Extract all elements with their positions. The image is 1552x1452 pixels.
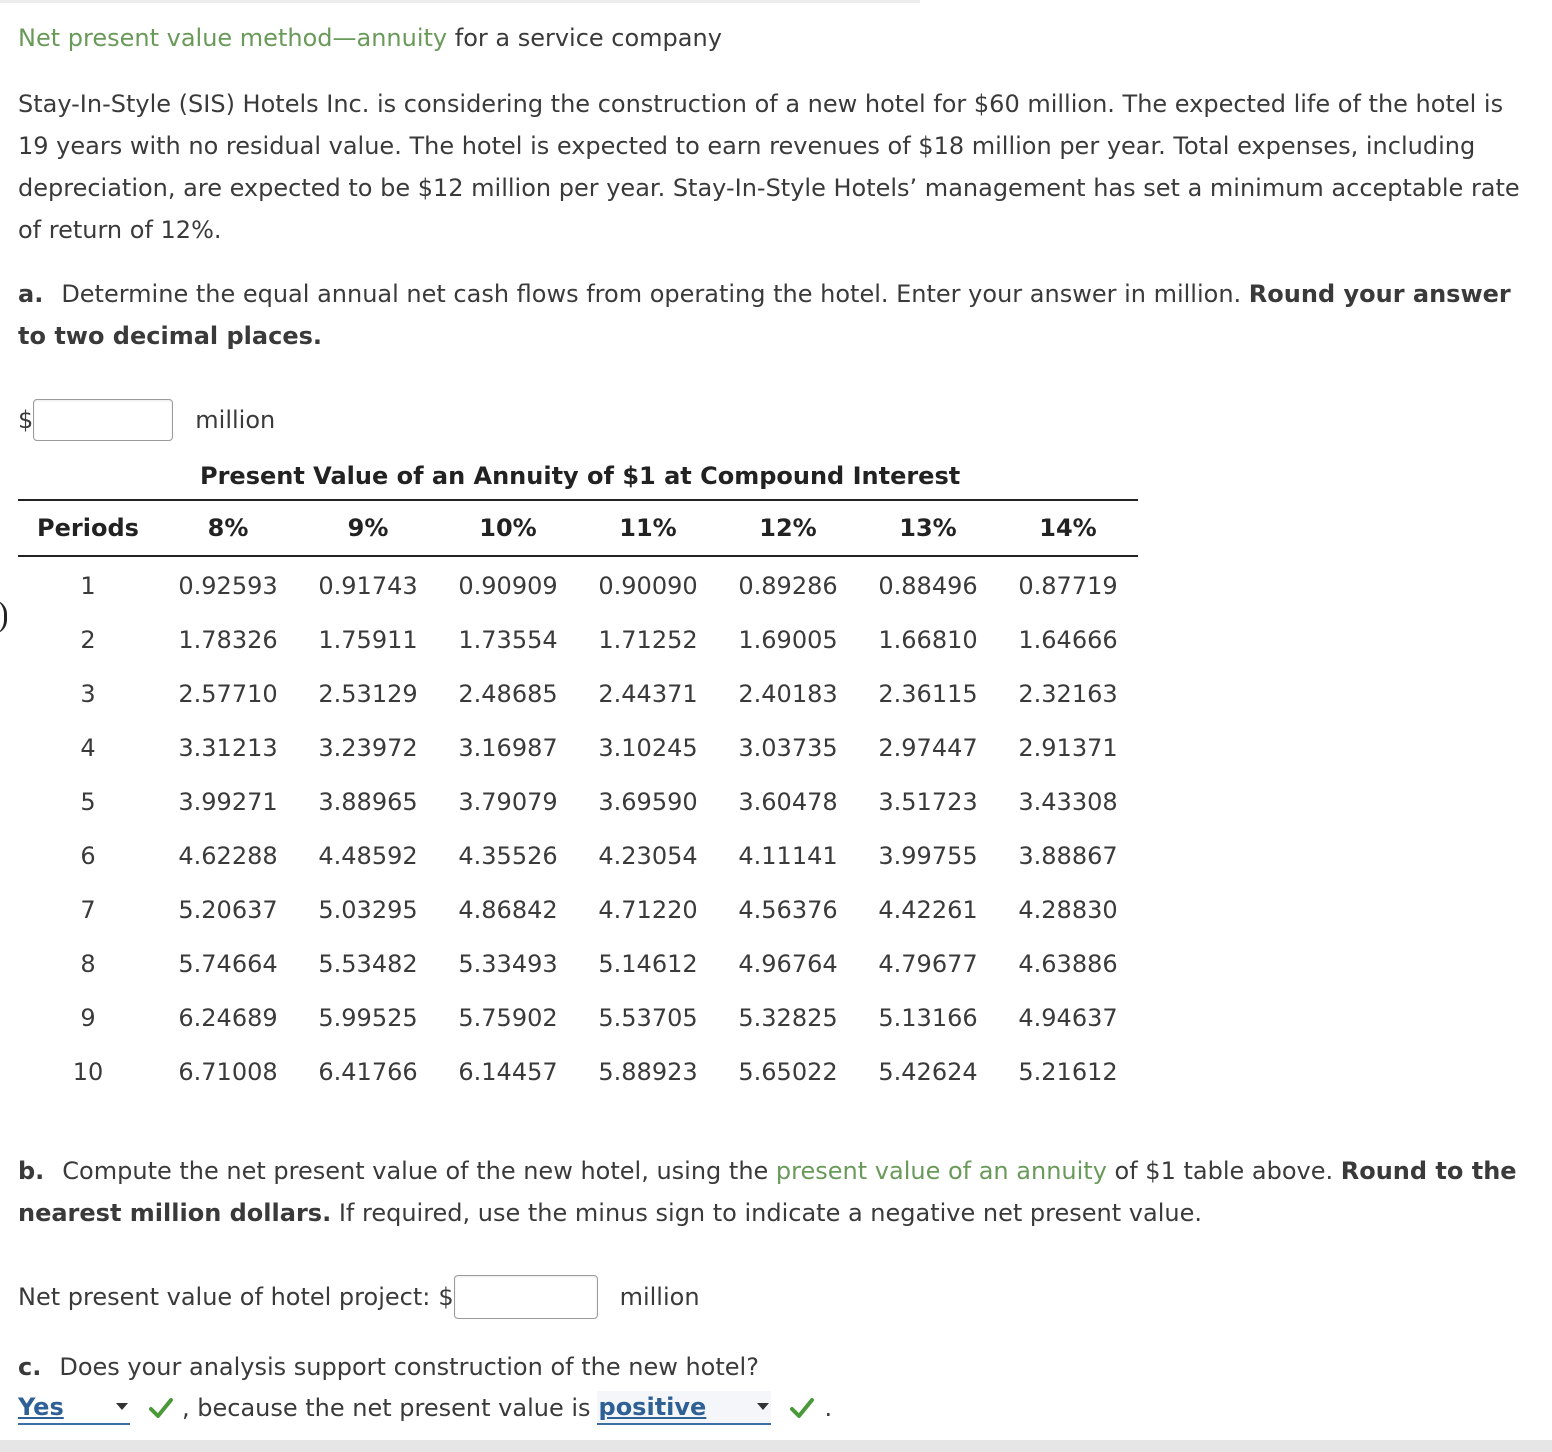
answer-a-currency: $	[18, 406, 34, 434]
pv-factor-cell: 4.86842	[458, 896, 558, 924]
question-b-text3: If required, use the minus sign to indicate a negative net present value.	[331, 1199, 1202, 1227]
question-b-instruction: Round to the nearest million dollars.	[18, 1157, 1517, 1227]
problem-intro: Stay-In-Style (SIS) Hotels Inc. is considering the construction of a new hotel for $60 million. The expected life of the hotel is 19 years with no residual value. The hotel is expected to earn revenues of $18 million per year. Total expenses, including depreciation, are expected to be $12 million per year. Stay-In-Style Hotels’ management has set a minimum acceptable rate of return of 12%.	[18, 90, 1520, 244]
title-rest: for a service company	[447, 24, 722, 52]
pv-factor-cell: 2.36115	[878, 680, 978, 708]
answer-a-row	[18, 398, 275, 442]
table-row	[18, 1045, 1138, 1099]
npv-sign-select[interactable]	[597, 1391, 771, 1425]
table-body	[18, 556, 1138, 1099]
pv-factor-cell: 4.63886	[1018, 950, 1118, 978]
table-row	[18, 667, 1138, 721]
pv-factor-cell: 3.10245	[598, 734, 698, 762]
pv-factor-cell: 0.92593	[178, 572, 278, 600]
pv-factor-cell: 3.16987	[458, 734, 558, 762]
pv-factor-cell: 4.62288	[178, 842, 278, 870]
support-select[interactable]	[18, 1391, 130, 1425]
pv-factor-cell: 5.88923	[598, 1058, 698, 1086]
bottom-divider	[0, 1440, 1552, 1452]
question-b-letter: b.	[18, 1157, 45, 1185]
pv-factor-cell: 4.11141	[738, 842, 838, 870]
pv-factor-cell: 2.32163	[1018, 680, 1118, 708]
answer-c-row	[18, 1388, 832, 1428]
pv-factor-cell: 1.66810	[878, 626, 978, 654]
pv-annuity-link[interactable]: present value of an annuity	[775, 1157, 1107, 1185]
header-rate-14: 14%	[998, 500, 1138, 556]
table-row	[18, 937, 1138, 991]
period-cell: 1	[80, 572, 96, 600]
table-row	[18, 556, 1138, 613]
chevron-down-icon	[116, 1403, 128, 1410]
pv-factor-cell: 3.88965	[318, 788, 418, 816]
period-cell: 3	[80, 680, 96, 708]
pv-factor-cell: 1.64666	[1018, 626, 1118, 654]
question-b	[18, 1150, 1538, 1234]
pv-factor-cell: 3.60478	[738, 788, 838, 816]
question-c-text: Does your analysis support construction of the new hotel?	[59, 1353, 759, 1381]
npv-input[interactable]	[454, 1275, 598, 1319]
npv-answer-row	[18, 1274, 700, 1320]
period-cell: 10	[72, 1058, 104, 1086]
table-row	[18, 775, 1138, 829]
question-b-text1: Compute the net present value of the new hotel, using the	[62, 1157, 776, 1185]
pv-factor-cell: 3.03735	[738, 734, 838, 762]
pv-factor-cell: 3.69590	[598, 788, 698, 816]
pv-factor-cell: 4.79677	[878, 950, 978, 978]
header-rate-9: 9%	[298, 500, 438, 556]
question-c-letter: c.	[18, 1353, 42, 1381]
pv-factor-cell: 4.23054	[598, 842, 698, 870]
header-rate-10: 10%	[438, 500, 578, 556]
header-rate-13: 13%	[858, 500, 998, 556]
pv-factor-cell: 2.40183	[738, 680, 838, 708]
table-row	[18, 829, 1138, 883]
pv-factor-cell: 3.99271	[178, 788, 278, 816]
question-a-instruction: Round your answer to two decimal places.	[18, 280, 1511, 350]
pv-factor-cell: 5.99525	[318, 1004, 418, 1032]
pv-factor-cell: 6.41766	[318, 1058, 418, 1086]
pv-factor-cell: 3.79079	[458, 788, 558, 816]
pv-factor-cell: 3.43308	[1018, 788, 1118, 816]
header-rate-11: 11%	[578, 500, 718, 556]
pv-factor-cell: 5.33493	[458, 950, 558, 978]
pv-factor-cell: 0.88496	[878, 572, 978, 600]
question-b-text2: of $1 table above.	[1106, 1157, 1341, 1185]
annual-cash-flow-input[interactable]	[33, 399, 173, 441]
pv-factor-cell: 0.90909	[458, 572, 558, 600]
pv-factor-cell: 0.87719	[1018, 572, 1118, 600]
check-icon	[789, 1395, 815, 1421]
pv-factor-cell: 4.35526	[458, 842, 558, 870]
pv-factor-cell: 5.21612	[1018, 1058, 1118, 1086]
pv-factor-cell: 5.65022	[738, 1058, 838, 1086]
period-cell: 6	[80, 842, 96, 870]
answer-a-unit: million	[195, 406, 276, 434]
pv-factor-cell: 6.71008	[178, 1058, 278, 1086]
pv-factor-cell: 3.88867	[1018, 842, 1118, 870]
check-icon	[148, 1395, 174, 1421]
table-row	[18, 883, 1138, 937]
question-a-letter: a.	[18, 280, 44, 308]
period-cell: 9	[80, 1004, 96, 1032]
pv-factor-cell: 5.53705	[598, 1004, 698, 1032]
pv-factor-cell: 1.71252	[598, 626, 698, 654]
header-rate-8: 8%	[158, 500, 298, 556]
pv-factor-cell: 1.69005	[738, 626, 838, 654]
pv-factor-cell: 4.56376	[738, 896, 838, 924]
title-link-annuity[interactable]: annuity	[356, 24, 448, 52]
support-select-value: Yes	[18, 1393, 64, 1421]
pv-factor-cell: 2.97447	[878, 734, 978, 762]
header-rate-12: 12%	[718, 500, 858, 556]
title-link-npv[interactable]: Net present value method	[18, 24, 333, 52]
scroll-edge-bracket	[0, 600, 7, 634]
pv-factor-cell: 0.91743	[318, 572, 418, 600]
question-a-text: Determine the equal annual net cash flows from operating the hotel. Enter your answer in million.	[61, 280, 1249, 308]
pv-factor-cell: 3.99755	[878, 842, 978, 870]
top-divider	[0, 0, 920, 3]
pv-factor-cell: 0.90090	[598, 572, 698, 600]
pv-factor-cell: 5.14612	[598, 950, 698, 978]
pv-factor-cell: 4.96764	[738, 950, 838, 978]
npv-currency: $	[438, 1283, 454, 1311]
pv-factor-cell: 3.31213	[178, 734, 278, 762]
period-cell: 4	[80, 734, 96, 762]
pv-factor-cell: 3.51723	[878, 788, 978, 816]
pv-factor-cell: 1.75911	[318, 626, 418, 654]
period-cell: 7	[80, 896, 96, 924]
question-c	[18, 1346, 759, 1388]
title-dash: —	[332, 24, 357, 52]
pv-factor-cell: 0.89286	[738, 572, 838, 600]
pv-factor-cell: 2.44371	[598, 680, 698, 708]
chevron-down-icon	[757, 1403, 769, 1410]
pv-factor-cell: 4.28830	[1018, 896, 1118, 924]
answer-c-middle: , because the net present value is	[182, 1394, 591, 1422]
page-title	[18, 24, 722, 52]
pv-factor-cell: 5.03295	[318, 896, 418, 924]
table-row	[18, 613, 1138, 667]
table-header-row	[18, 500, 1138, 556]
pv-annuity-table	[18, 499, 1138, 1099]
pv-factor-cell: 5.74664	[178, 950, 278, 978]
pv-factor-cell: 1.78326	[178, 626, 278, 654]
pv-factor-cell: 5.53482	[318, 950, 418, 978]
pv-factor-cell: 4.42261	[878, 896, 978, 924]
pv-factor-cell: 4.48592	[318, 842, 418, 870]
pv-factor-cell: 4.94637	[1018, 1004, 1118, 1032]
pv-factor-cell: 6.24689	[178, 1004, 278, 1032]
npv-unit: million	[619, 1283, 700, 1311]
npv-sign-select-value: positive	[598, 1393, 707, 1421]
pv-factor-cell: 5.13166	[878, 1004, 978, 1032]
period-cell: 8	[80, 950, 96, 978]
pv-factor-cell: 1.73554	[458, 626, 558, 654]
table-row	[18, 991, 1138, 1045]
pv-factor-cell: 2.53129	[318, 680, 418, 708]
pv-factor-cell: 5.32825	[738, 1004, 838, 1032]
pv-factor-cell: 2.91371	[1018, 734, 1118, 762]
answer-c-end: .	[824, 1394, 833, 1422]
period-cell: 5	[80, 788, 96, 816]
table-title: Present Value of an Annuity of $1 at Compound Interest	[200, 462, 961, 490]
pv-factor-cell: 2.57710	[178, 680, 278, 708]
pv-factor-cell: 5.20637	[178, 896, 278, 924]
question-a	[18, 273, 1538, 357]
header-periods: Periods	[18, 500, 158, 556]
pv-factor-cell: 6.14457	[458, 1058, 558, 1086]
pv-factor-cell: 4.71220	[598, 896, 698, 924]
pv-factor-cell: 2.48685	[458, 680, 558, 708]
pv-factor-cell: 5.42624	[878, 1058, 978, 1086]
table-row	[18, 721, 1138, 775]
npv-label: Net present value of hotel project:	[18, 1283, 431, 1311]
pv-factor-cell: 3.23972	[318, 734, 418, 762]
period-cell: 2	[80, 626, 96, 654]
pv-factor-cell: 5.75902	[458, 1004, 558, 1032]
